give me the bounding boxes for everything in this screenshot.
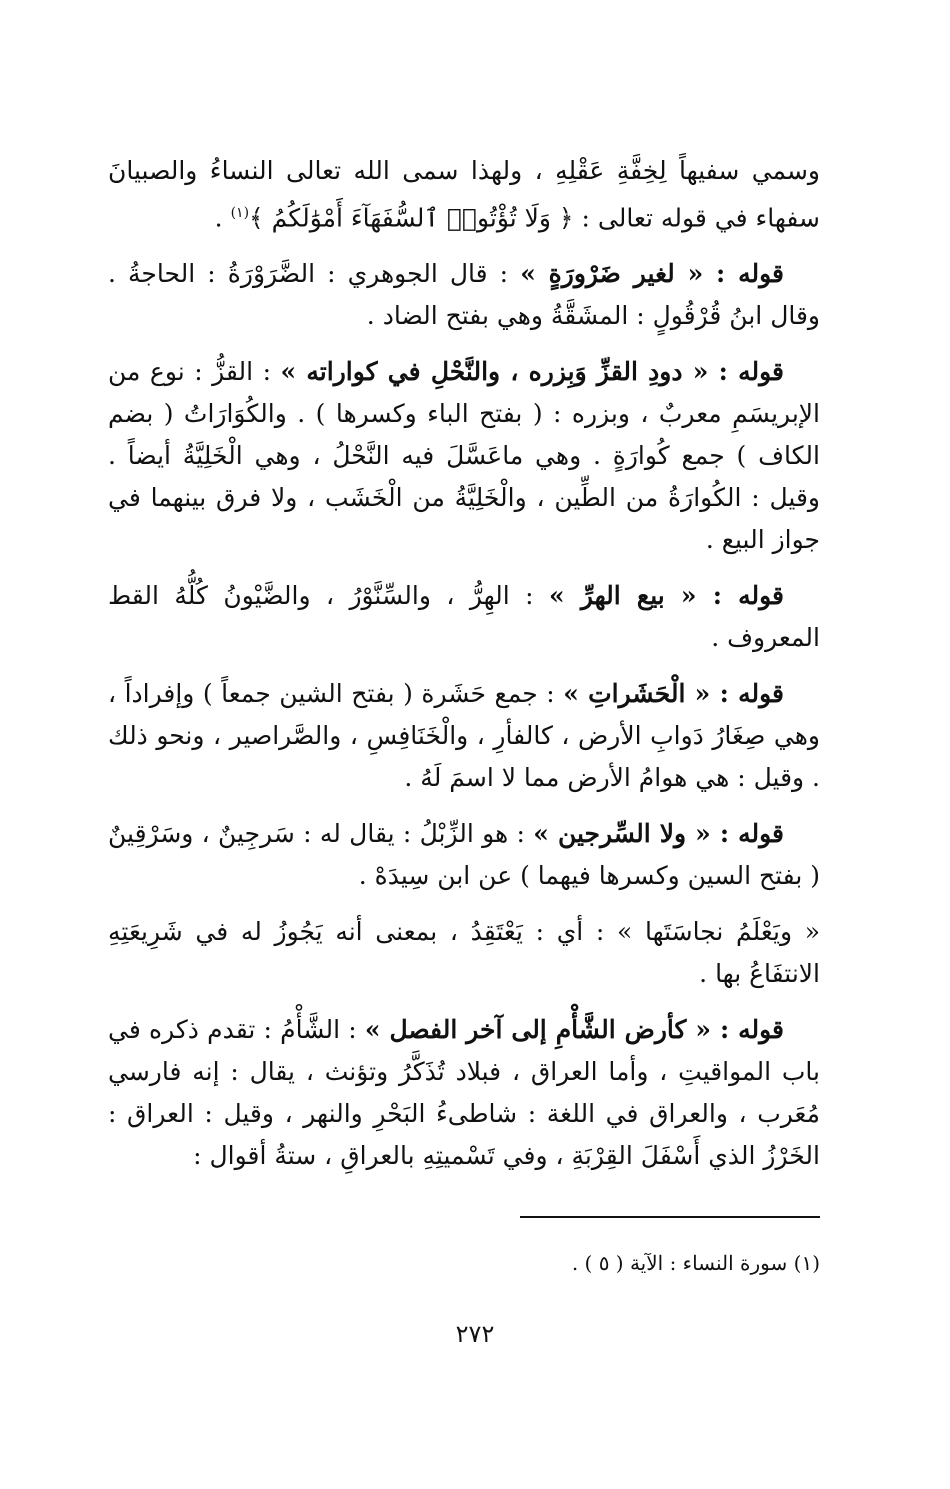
page-body: [108, 150, 820, 1191]
paragraph-text: : الشَّأْمُ : تقدم ذكره في باب المواقيتِ ، وأما العراق ، فبلاد تُذَكَّرُ وتؤنث ، يقال : إنه فارسي مُعَرب ، والعراق في اللغة : شاطىءُ البَحْرِ والنهر ، وقيل : العراق : الخَرْزُ الذي أَسْفَلَ القِرْبَةِ ، وفي تَسْميتِهِ بالعراقِ ، ستةُ أقوال :: [108, 1015, 820, 1171]
page-number: ٢٧٢: [455, 1320, 495, 1348]
paragraph-text: : قال الجوهري : الضَّرَوْرَةُ : الحاجةُ . وقال ابنُ قُرْقُولٍ : المشَقَّةُ وهي بفتح الضاد .: [108, 259, 820, 331]
paragraph-lead: قوله : « ولا السِّرجين »: [533, 819, 785, 849]
footnote: [108, 1248, 820, 1278]
paragraph-2: [108, 253, 820, 337]
paragraph-text: : جمع حَشَرة ( بفتح الشين جمعاً ) وإفراداً ، وهي صِغَارُ دَوابِ الأرض ، كالفأرِ ، والْخَنَافِسِ ، والصَّراصير ، ونحو ذلك . وقيل : هي هوامُ الأرض مما لا اسمَ لَهُ .: [108, 679, 820, 793]
paragraph-3: [108, 351, 820, 561]
paragraph-lead: قوله : « لغير ضَرْورَةٍ »: [520, 259, 785, 289]
paragraph-4: [108, 575, 820, 659]
paragraph-tail: .: [214, 203, 231, 233]
paragraph-5: [108, 673, 820, 799]
paragraph-6: [108, 813, 820, 897]
paragraph-8: [108, 1009, 820, 1177]
paragraph-text: : هو الزِّبْلُ : يقال له : سَرجِينٌ ، وسَرْقِينٌ ( بفتح السين وكسرها فيهما ) عن ابن سِيدَهْ .: [108, 819, 820, 891]
footnote-reference[interactable]: (١): [230, 205, 250, 221]
paragraph-lead: قوله : « كأرض الشَّأْمِ إلى آخر الفصل »: [364, 1015, 784, 1045]
paragraph-lead: قوله : « الْحَشَراتِ »: [563, 679, 784, 709]
footnote-text: (١) سورة النساء : الآية ( ٥ ) .: [571, 1251, 820, 1275]
paragraph-text: وسمي سفيهاً لِخِفَّةِ عَقْلِهِ ، ولهذا سمى الله تعالى النساءُ والصبيانَ سفهاء في قوله تعالى : ﴿ وَلَا تُؤْتُوا۟ ٱلسُّفَهَآءَ أَمْوَٰلَكُمُ ﴾: [108, 156, 821, 233]
footnote-divider: [520, 1216, 820, 1218]
paragraph-1: [108, 150, 820, 239]
paragraph-lead: قوله : « بيع الهرِّ »: [549, 581, 785, 611]
paragraph-lead: قوله : « دودِ القزِّ وَبِزره ، والنَّحْلِ في كواراته »: [280, 357, 784, 387]
paragraph-text: « ويَعْلَمُ نجاسَتَها » : أي : يَعْتَقِدُ ، بمعنى أنه يَجُوزُ له في شَرِيعَتِهِ الانتفَاعُ بها .: [108, 917, 820, 989]
paragraph-7: [108, 911, 820, 995]
paragraph-text: : الهِرُّ ، والسِّنَّوْرُ ، والضَّيْونُ كُلُّهُ القط المعروف .: [108, 581, 820, 653]
paragraph-text: : القزُّ : نوع من الإبريسَمِ معربٌ ، وبزره : ( بفتح الباء وكسرها ) . والكُوَارَاتُ ( بضم الكاف ) جمع كُوارَةٍ . وهي ماعَسَّلَ فيه النَّحْلُ ، وهي الْخَلِيَّةُ أيضاً . وقيل : الكُوارَةُ من الطِّين ، والْخَلِيَّةُ من الْخَشَب ، ولا فرق بينهما في جواز البيع .: [108, 357, 820, 555]
